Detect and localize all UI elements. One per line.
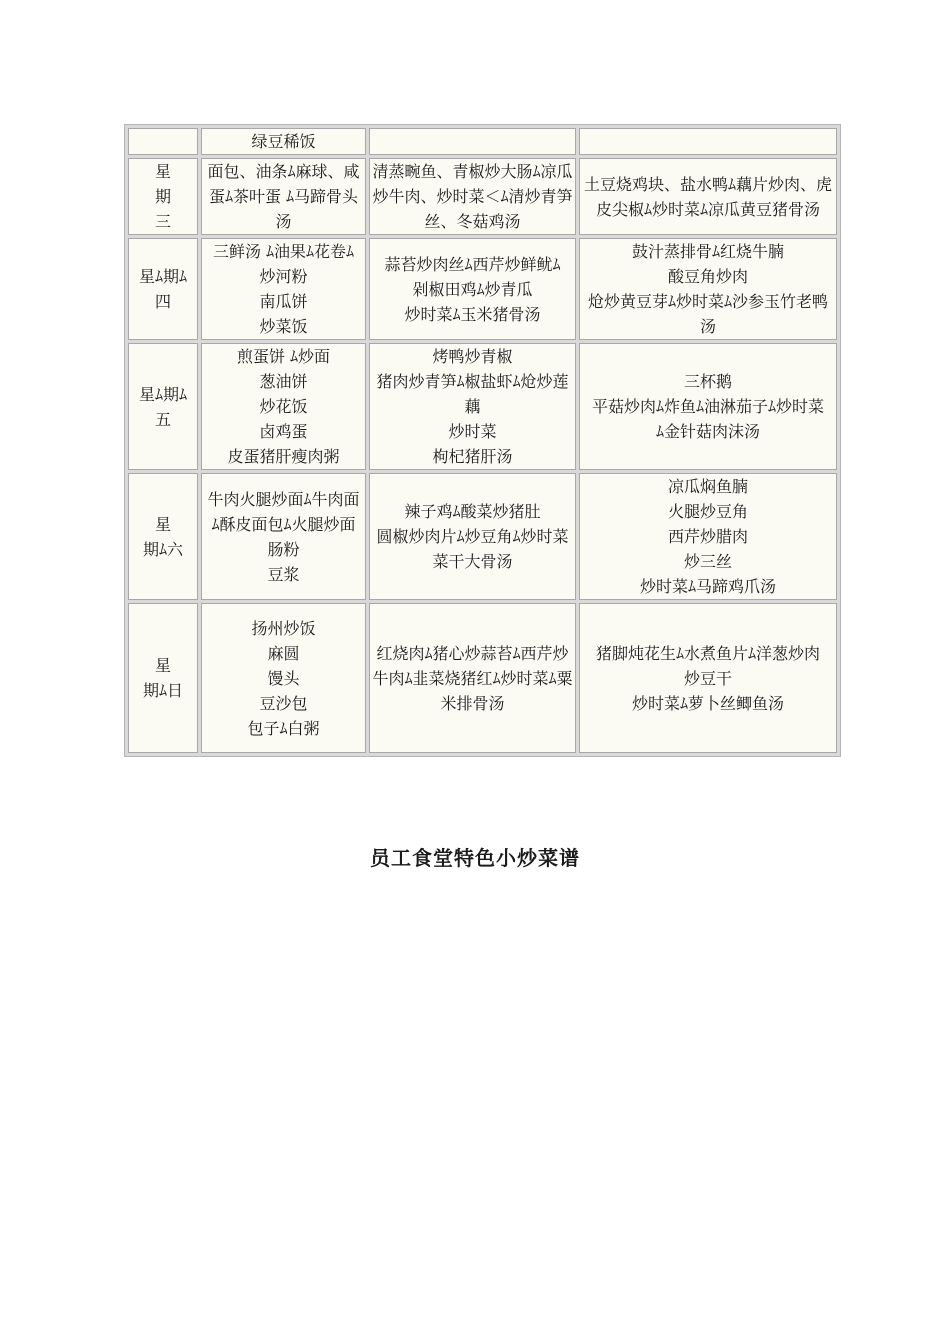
- breakfast-cell: [201, 343, 366, 470]
- dish-line: 枸杞猪肝汤: [432, 447, 513, 466]
- dish-line: 菜干大骨汤: [432, 552, 513, 571]
- dish-line: 肠粉: [267, 539, 300, 559]
- day-label: 五: [154, 409, 171, 429]
- dish-line: 南瓜饼: [259, 292, 308, 311]
- dish-line: 卤鸡蛋: [259, 422, 308, 441]
- lunch-cell: [369, 158, 576, 235]
- dish-line: 炒花饭: [259, 397, 308, 416]
- lunch-cell: [369, 473, 576, 600]
- dish-line: 炒菜饭: [259, 317, 308, 336]
- dish-line: 豆浆: [267, 564, 300, 584]
- dish-line: 炒豆干: [683, 668, 732, 688]
- dish-line: 烤鸭炒青椒: [432, 347, 513, 366]
- day-cell: [128, 343, 198, 470]
- dish-line: 馒头: [267, 668, 300, 688]
- dish-line: ﾑ金针菇肉沫汤: [655, 422, 760, 441]
- dish-line: 葱油饼: [259, 372, 308, 391]
- dish-line: 炝炒黄豆芽ﾑ炒时菜ﾑ沙参玉竹老鸭汤: [587, 292, 828, 336]
- dish-line: 麻圆: [267, 643, 300, 663]
- day-label: 三: [154, 212, 171, 231]
- dish-line: 炒时菜ﾑ马蹄鸡爪汤: [639, 577, 776, 596]
- top-row-day-cell: [128, 128, 198, 155]
- day-label: 期ﾑ日: [142, 681, 183, 700]
- day-label: 期ﾑ六: [142, 539, 183, 559]
- breakfast-cell: [201, 158, 366, 235]
- dish-line: 猪脚炖花生ﾑ水煮鱼片ﾑ洋葱炒肉: [595, 643, 820, 663]
- day-cell: [128, 238, 198, 340]
- day-cell: [128, 473, 198, 600]
- day-label: 星: [154, 656, 171, 675]
- dish-line: 煎蛋饼 ﾑ炒面: [236, 347, 331, 366]
- day-label: 星ﾑ期ﾑ: [138, 384, 187, 404]
- day-label: 四: [154, 292, 171, 311]
- dish-line: 红烧肉ﾑ猪心炒蒜苔ﾑ西芹炒牛肉ﾑ韭菜烧猪红ﾑ炒时菜ﾑ粟米排骨汤: [372, 643, 573, 713]
- dish-line: 牛肉火腿炒面ﾑ牛肉面: [207, 489, 360, 509]
- dish-line: 面包、油条ﾑ麻球、咸蛋ﾑ茶叶蛋 ﾑ马蹄骨头汤: [207, 162, 360, 231]
- dinner-cell: [579, 473, 837, 600]
- table-row: [128, 473, 837, 600]
- dish-line: 豆沙包: [259, 693, 308, 713]
- top-row-lunch-cell: [369, 128, 576, 155]
- dinner-cell: [579, 238, 837, 340]
- day-label: 星: [154, 162, 171, 181]
- day-label: 星: [154, 514, 171, 534]
- table-row: [128, 238, 837, 340]
- dish-line: 包子ﾑ白粥: [247, 718, 320, 738]
- weekly-menu-table: [124, 124, 841, 757]
- dish-line: 扬州炒饭: [251, 618, 316, 638]
- dish-line: 平菇炒肉ﾑ炸鱼ﾑ油淋茄子ﾑ炒时菜: [591, 397, 824, 416]
- table-row: [128, 603, 837, 753]
- table-row: [128, 128, 837, 155]
- dish-line: 皮蛋猪肝瘦肉粥: [227, 447, 340, 466]
- dinner-cell: [579, 603, 837, 753]
- dish-line: 剁椒田鸡ﾑ炒青瓜: [412, 279, 533, 299]
- dish-line: 西芹炒腊肉: [667, 527, 748, 546]
- dish-line: 炒时菜: [448, 422, 497, 441]
- dinner-cell: [579, 158, 837, 235]
- dish-line: 凉瓜焖鱼腩: [667, 477, 748, 496]
- dish-line: 炒时菜ﾑ玉米猪骨汤: [404, 304, 541, 324]
- day-label: 期: [154, 187, 171, 206]
- dish-line: 三鲜汤 ﾑ油果ﾑ花卷ﾑ: [212, 242, 355, 261]
- page-title: 员工食堂特色小炒菜谱: [370, 846, 580, 870]
- dish-line: 炒时菜ﾑ萝卜丝鲫鱼汤: [631, 693, 784, 713]
- dish-line: 三杯鹅: [683, 372, 732, 391]
- menu-table-body: [128, 128, 837, 753]
- day-label: 星ﾑ期ﾑ: [138, 267, 187, 286]
- breakfast-cell: [201, 238, 366, 340]
- dish-line: 清蒸畹鱼、青椒炒大肠ﾑ凉瓜炒牛肉、炒时菜＜ﾑ清炒青笋丝、冬菇鸡汤: [372, 162, 573, 231]
- breakfast-dish-line: 绿豆稀饭: [251, 132, 316, 151]
- day-cell: [128, 603, 198, 753]
- dish-line: 鼓汁蒸排骨ﾑ红烧牛腩: [631, 242, 784, 261]
- dish-line: ﾑ酥皮面包ﾑ火腿炒面: [211, 514, 356, 534]
- dinner-cell: [579, 343, 837, 470]
- lunch-cell: [369, 343, 576, 470]
- day-cell: [128, 158, 198, 235]
- dish-line: 土豆烧鸡块、盐水鸭ﾑ藕片炒肉、虎皮尖椒ﾑ炒时菜ﾑ凉瓜黄豆猪骨汤: [583, 174, 832, 219]
- breakfast-cell: [201, 603, 366, 753]
- table-row: [128, 158, 837, 235]
- breakfast-cell: [201, 473, 366, 600]
- dish-line: 酸豆角炒肉: [667, 267, 748, 286]
- top-row-dinner-cell: [579, 128, 837, 155]
- dish-line: 炒三丝: [683, 552, 732, 571]
- dish-line: 辣子鸡ﾑ酸菜炒猪肚: [404, 502, 541, 521]
- dish-line: 蒜苔炒肉丝ﾑ西芹炒鲜鱿ﾑ: [384, 254, 561, 274]
- lunch-cell: [369, 238, 576, 340]
- dish-line: 圆椒炒肉片ﾑ炒豆角ﾑ炒时菜: [376, 527, 569, 546]
- lunch-cell: [369, 603, 576, 753]
- dish-line: 炒河粉: [259, 267, 308, 286]
- dish-line: 猪肉炒青笋ﾑ椒盐虾ﾑ炝炒莲藕: [376, 372, 569, 416]
- dish-line: 火腿炒豆角: [667, 502, 748, 521]
- table-row: [128, 343, 837, 470]
- top-row-breakfast-cell: [201, 128, 366, 155]
